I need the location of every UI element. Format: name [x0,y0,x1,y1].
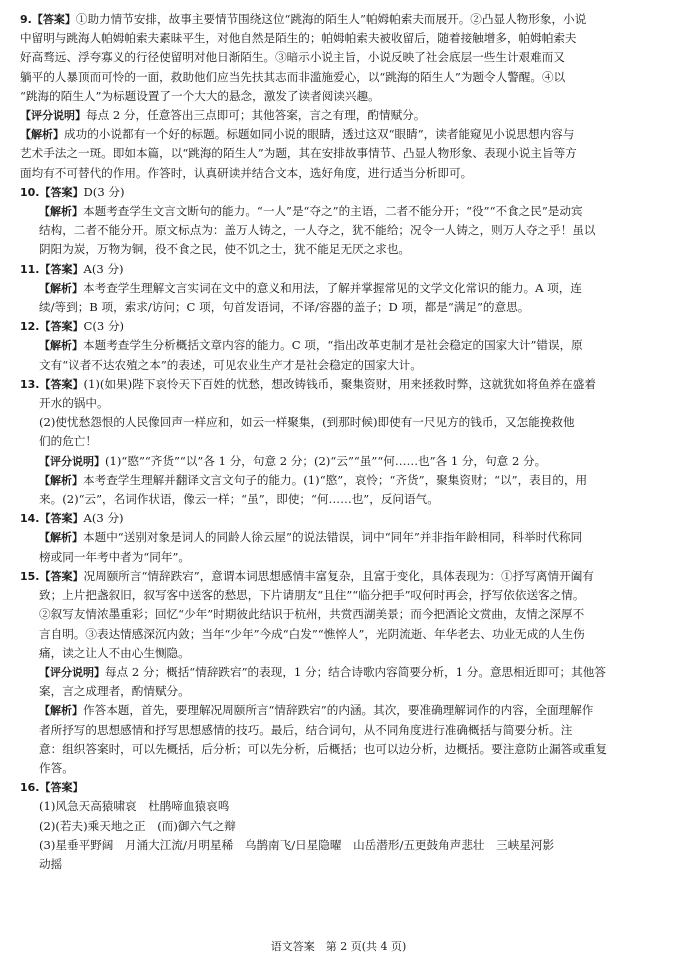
analysis-tag: 【解析】 [39,205,83,219]
text-line: 阴阳为炭，万物为铜，役不食之民，使不饥之士，犹不能足无厌之求也。 [39,242,411,257]
analysis-text: 作答本题，首先，要理解况周颐所言“情辞跌宕”的内涵。其次，要准确理解词作的内容，全面理解作 [83,703,594,718]
text-line: 开水的锅中。 [39,396,109,411]
analysis-tag: 【解析】 [20,128,64,142]
score-text: 每点 2 分，任意答出三点即可；其他答案，言之有理，酌情赋分。 [86,108,426,123]
answer-tag: 【答案】 [39,185,84,199]
answer-tag: 【答案】 [39,320,84,334]
analysis-text: 本题考查学生分析概括文章内容的能力。C 项，“指出改革吏制才是社会稳定的国家大计”错误，原 [83,338,583,353]
answer-tag: 【答案】 [39,377,84,391]
text-line: 艺术手法之一斑。即如本篇，以“跳海的陌生人”为题，其在安排故事情节、凸显人物形象、表现小说主旨等方 [20,146,577,161]
answer-tag: 【答案】 [39,781,84,795]
text-line: 动摇 [39,856,63,871]
analysis-line [20,202,637,221]
analysis-text: 本考查学生理解并翻译文言文句子的能力。(1)“愍”，哀怜；“齐货”，聚集资财；“以”，表目的，用 [83,472,588,487]
analysis-line [20,279,637,298]
analysis-line [20,528,637,547]
text-line: “跳海的陌生人”为标题设置了一个大大的悬念，激发了读者阅读兴趣。 [20,88,380,103]
answer-text: (1)(如果)陛下哀怜天下百姓的忧愁，想改铸钱币，聚集资财，用来拯救时弊，这就犹如将鱼养在盛着 [83,376,596,391]
answer-line [20,317,637,336]
question-11 [20,260,637,318]
question-number: 9. [20,13,32,26]
score-line [20,452,637,471]
answer-tag: 【答案】 [31,13,76,26]
text-line: 作答。 [39,760,74,775]
answer-text: 况周颐所言“情辞跌宕”，意谓本词思想感情丰富复杂，且富于变化，具体表现为：①抒写离情开阖有 [83,568,594,583]
analysis-tag: 【解析】 [39,704,83,718]
text-line: 痛，读之让人不由心生恻隐。 [39,645,190,660]
question-13 [20,375,637,509]
answer-line [20,375,637,394]
question-number: 10. [20,185,40,199]
text-line: (2)使忧愁怨恨的人民像回声一样应和，如云一样聚集，(到那时候)即使有一尺见方的钱币，又怎能挽救他 [39,415,575,430]
analysis-tag: 【解析】 [39,473,83,487]
answer-tag: 【答案】 [39,262,84,276]
q9-line-1 [20,10,637,29]
question-number: 14. [20,512,40,526]
question-number: 16. [20,781,40,795]
text-line: 致；上片把盏叙旧，叙写客中送客的愁思，下片请朋友“且住”“临分把手”叹何时再会，抒写依依送客之情。 [39,588,585,603]
text-line: 案，言之成理者，酌情赋分。 [39,684,190,699]
text-line: 者所抒写的思想感情和抒写思想感情的技巧。最后，结合词句，从不同角度进行准确概括与简要分析。注 [39,722,573,737]
answer-line [20,183,637,202]
answer-text: D(3 分) [83,184,125,199]
answer-line [20,260,637,279]
score-line [20,106,637,125]
score-tag: 【评分说明】 [39,454,105,468]
page-footer: 语文答案 第 2 页(共 4 页) [270,940,407,953]
analysis-tag: 【解析】 [39,339,83,353]
analysis-text: 本考查学生理解文言实词在文中的意义和用法，了解并掌握常见的文学文化常识的能力。A 项，连 [83,280,582,295]
score-line [20,663,637,682]
text-line: 文有“议者不达农殖之本”的表述，可见农业生产才是社会稳定的国家大计。 [39,357,422,372]
answer-tag: 【答案】 [39,512,84,526]
answer-line [20,567,637,586]
analysis-text: 成功的小说都有一个好的标题。标题如同小说的眼睛，透过这双“眼睛”，读者能窥见小说思想内容与 [64,127,575,142]
text-line: 榜或同一年考中者为“同年”。 [39,549,190,564]
answer-text: A(3 分) [83,261,124,276]
answer-tag: 【答案】 [39,569,84,583]
score-tag: 【评分说明】 [39,665,105,679]
text-line: 好高骛远、浮夸寡义的行径使留明对他日渐陌生。③暗示小说主旨，小说反映了社会底层一些生计艰难而又 [20,50,565,65]
question-number: 11. [20,262,40,276]
text-line: 面均有不可替代的作用。作答时，认真研读并结合文本，选好角度，进行适当分析即可。 [20,165,473,180]
text-line: 中留明与跳海人帕姆帕索夫素昧平生，对他自然是陌生的；帕姆帕索夫被收留后，随着接触增多，帕姆帕索夫 [20,31,577,46]
answer-text: A(3 分) [83,511,124,526]
text-line: ②叙写友情浓墨重彩；回忆“少年”时期彼此结识于杭州，共赏西湖美景；而今把酒论文赏曲，友情之深厚不 [39,607,585,622]
analysis-line [20,336,637,355]
question-number: 13. [20,377,40,391]
analysis-line [20,701,637,720]
question-15 [20,567,637,778]
text-line: 们的危亡！ [39,434,97,449]
answer-text: C(3 分) [83,319,125,334]
text-line: 结构，二者不能分开。原文标点为：盖万人铸之，一人夺之，犹不能给；况令一人铸之，则万人夺之乎！虽以 [39,223,596,238]
answer-line [20,778,637,797]
question-12 [20,317,637,375]
question-number: 12. [20,320,40,334]
answer-line [20,509,637,528]
text-line: (3)星垂平野阔 月涌大江流/月明星稀 乌鹊南飞/日星隐曜 山岳潜形/五更鼓角声悲壮 三峡星河影 [39,837,555,852]
analysis-text: 本题中“送别对象是词人的同龄人徐云屋”的说法错误，词中“同年”并非指年龄相同，科举时代称同 [83,530,583,545]
analysis-tag: 【解析】 [39,531,83,545]
question-9 [20,10,637,183]
question-14 [20,509,637,567]
text-line: (2)(若夫)乘天地之正 (而)御六气之辩 [39,818,236,833]
score-text: 每点 2 分；概括“情辞跌宕”的表现，1 分；结合诗歌内容简要分析，1 分。意思相近即可；其他答 [105,664,606,679]
analysis-text: 本题考查学生文言文断句的能力。“一人”是“夺之”的主语，二者不能分开；“役”“不食之民”是动宾 [83,204,583,219]
question-number: 15. [20,569,40,583]
text-line: 躺平的人暴顶而可怜的一面，救助他们应当先扶其志而非滥施爱心，以“跳海的陌生人”为题令人警醒。④以 [20,69,566,84]
score-text: (1)“愍”“齐货”“以”各 1 分，句意 2 分；(2)“云”“虽”“何……也”各 1 分，句意 2 分。 [105,453,547,468]
text-line: 意：组织答案时，可以先概括，后分析；可以先分析，后概括；也可以边分析，边概括。要注意防止漏答或重复 [39,741,608,756]
text-line: 续/等到；B 项，索求/访问；C 项，句首发语词，不译/容器的盖子；D 项，都是“满足”的意思。 [39,300,530,315]
question-16 [20,778,637,874]
analysis-line [20,125,637,144]
question-10 [20,183,637,260]
text-line: (1)风急天高猿啸哀 杜鹃啼血猿哀鸣 [39,799,230,814]
analysis-line [20,471,637,490]
analysis-tag: 【解析】 [39,281,83,295]
answer-text: ①助力情节安排，故事主要情节围绕这位“跳海的陌生人”帕姆帕索夫而展开。②凸显人物形象，小说 [75,12,587,26]
score-tag: 【评分说明】 [20,109,86,123]
text-line: 来。(2)“云”，名词作状语，像云一样；“虽”，即使；“何……也”，反问语气。 [39,492,439,507]
text-line: 言自明。③表达情感深沉内敛；当年“少年”今成“白发”“憔悴人”，光阴流逝、年华老去、功业无成的人生伤 [39,626,585,641]
